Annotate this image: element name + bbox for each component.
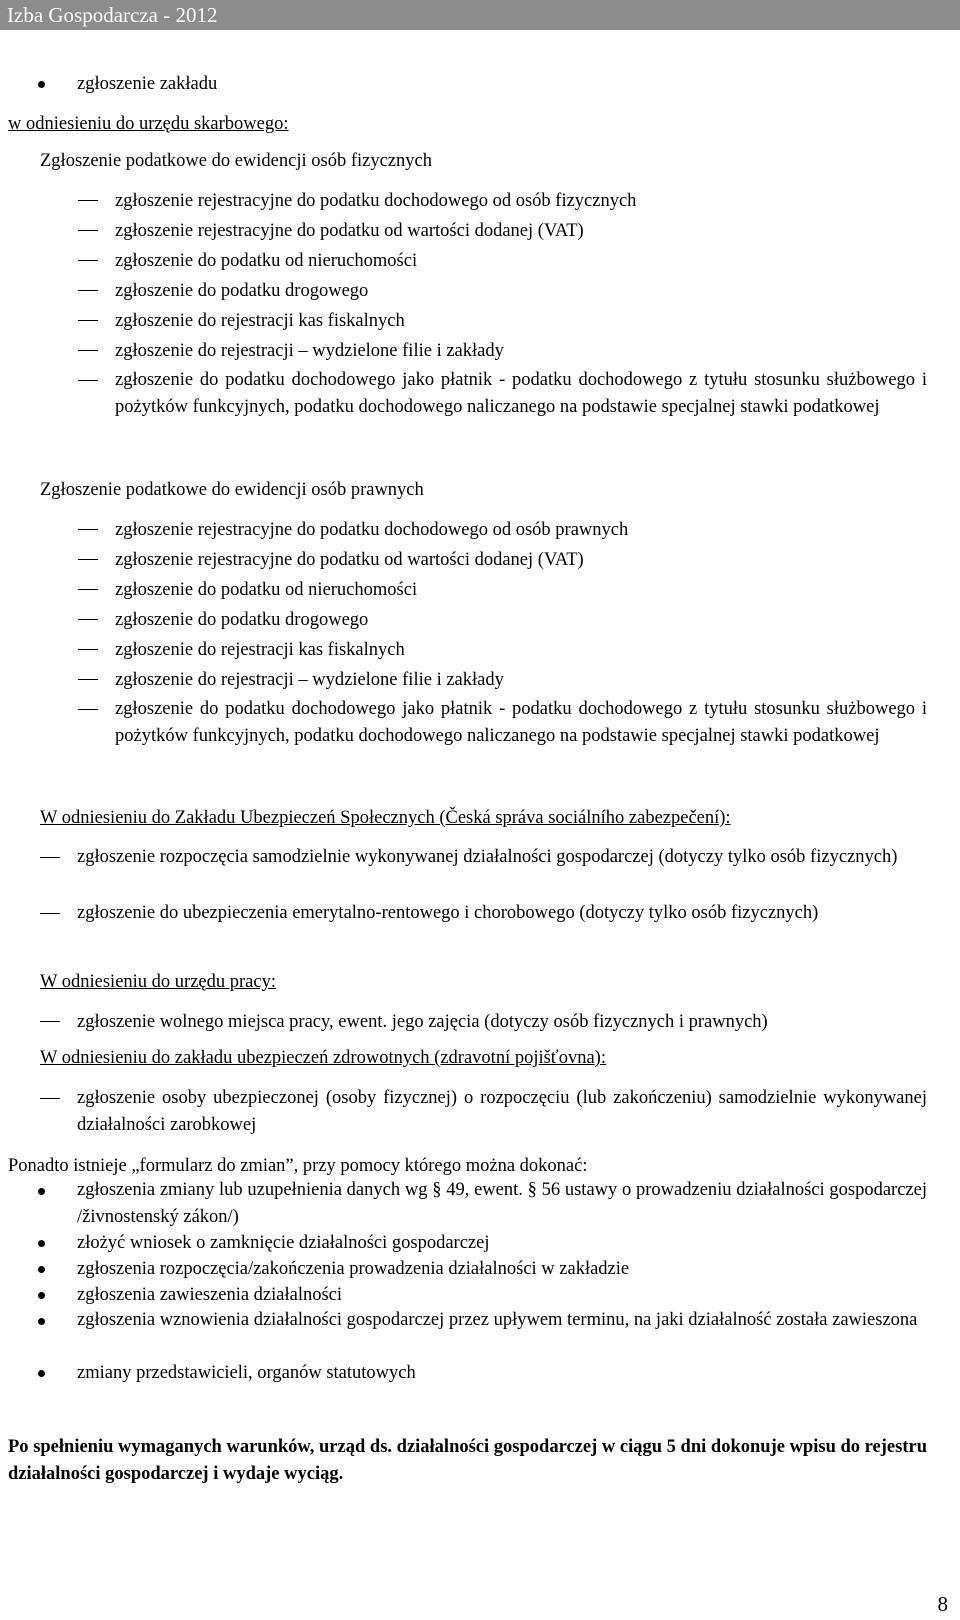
page-header	[0, 0, 960, 30]
list-item: zgłoszenie do podatku drogowego	[115, 281, 369, 301]
list-item: zgłoszenie rejestracyjne do podatku od wartości dodanej (VAT)	[115, 221, 584, 241]
list-item: zgłoszenie do rejestracji – wydzielone filie i zakłady	[115, 341, 504, 361]
dash-icon	[40, 1098, 60, 1099]
tax-office-heading: w odniesieniu do urzędu skarbowego:	[8, 114, 289, 134]
list-item: zgłoszenie do podatku dochodowego jako płatnik - podatku dochodowego z tytułu stosunku służbowego i pożytków funkcyjnych, podatku dochodowego naliczanego na podstawie specjalnej stawki podatkowej	[115, 370, 927, 417]
dash-icon	[40, 913, 60, 914]
dash-icon	[78, 260, 98, 261]
dash-icon	[78, 380, 98, 381]
list-item: zgłoszenia zmiany lub uzupełnienia danych wg § 49, ewent. § 56 ustawy o prowadzeniu działalności gospodarczej /živnostenský zákon/)	[77, 1180, 927, 1227]
list-item: zgłoszenie rejestracyjne do podatku od wartości dodanej (VAT)	[115, 550, 584, 570]
legal-persons-heading: Zgłoszenie podatkowe do ewidencji osób prawnych	[40, 480, 424, 500]
labour-office-heading: W odniesieniu do urzędu pracy:	[40, 972, 276, 992]
bullet-icon	[38, 81, 45, 88]
dash-icon	[78, 230, 98, 231]
dash-icon	[40, 1021, 60, 1022]
list-item: zgłoszenie rejestracyjne do podatku dochodowego od osób fizycznych	[115, 191, 637, 211]
bullet-icon	[38, 1266, 45, 1273]
list-item: zgłoszenie do podatku od nieruchomości	[115, 580, 418, 600]
list-item: zgłoszenie do podatku od nieruchomości	[115, 251, 418, 271]
dash-icon	[78, 320, 98, 321]
list-item: zgłoszenie do rejestracji kas fiskalnych	[115, 640, 405, 660]
list-item: zgłoszenie osoby ubezpieczonej (osoby fizycznej) o rozpoczęciu (lub zakończeniu) samodzielnie wykonywanej działalności zarobkowej	[77, 1088, 927, 1135]
dash-icon	[78, 200, 98, 201]
bullet-icon	[38, 1318, 45, 1325]
dash-icon	[78, 559, 98, 560]
page-number: 8	[937, 1592, 948, 1616]
bullet-icon	[38, 1292, 45, 1299]
top-bullet-text: zgłoszenie zakładu	[77, 74, 218, 94]
dash-icon	[40, 857, 60, 858]
dash-icon	[78, 589, 98, 590]
list-item: zgłoszenia zawieszenia działalności	[77, 1285, 343, 1305]
list-item: zgłoszenie rozpoczęcia samodzielnie wykonywanej działalności gospodarczej (dotyczy tylko osób fizycznych)	[77, 847, 898, 867]
bullet-icon	[38, 1188, 45, 1195]
list-item: zgłoszenie do podatku drogowego	[115, 610, 369, 630]
dash-icon	[78, 619, 98, 620]
dash-icon	[78, 290, 98, 291]
list-item: zgłoszenie do rejestracji kas fiskalnych	[115, 311, 405, 331]
list-item: zmiany przedstawicieli, organów statutowych	[77, 1363, 416, 1383]
dash-icon	[78, 709, 98, 710]
list-item: zgłoszenie do ubezpieczenia emerytalno-rentowego i chorobowego (dotyczy tylko osób fizycznych)	[77, 903, 819, 923]
changes-intro: Ponadto istnieje „formularz do zmian”, przy pomocy którego można dokonać:	[8, 1156, 588, 1176]
list-item: zgłoszenie do podatku dochodowego jako płatnik - podatku dochodowego z tytułu stosunku służbowego i pożytków funkcyjnych, podatku dochodowego naliczanego na podstawie specjalnej stawki podatkowej	[115, 699, 927, 746]
conclusion-text: Po spełnieniu wymaganych warunków, urząd ds. działalności gospodarczej w ciągu 5 dni dokonuje wpisu do rejestru działalności gospodarczej i wydaje wyciąg.	[8, 1437, 927, 1484]
bullet-icon	[38, 1370, 45, 1377]
list-item: złożyć wniosek o zamknięcie działalności gospodarczej	[77, 1233, 490, 1253]
zus-heading: W odniesieniu do Zakładu Ubezpieczeń Społecznych (Česká správa sociálního zabezpečení):	[40, 808, 731, 828]
list-item: zgłoszenia wznowienia działalności gospodarczej przez upływem terminu, na jaki działalność została zawieszona	[77, 1310, 918, 1330]
list-item: zgłoszenie wolnego miejsca pracy, ewent. jego zajęcia (dotyczy osób fizycznych i prawnych)	[77, 1012, 768, 1032]
list-item: zgłoszenie do rejestracji – wydzielone filie i zakłady	[115, 670, 504, 690]
health-heading: W odniesieniu do zakładu ubezpieczeń zdrowotnych (zdravotní pojišťovna):	[40, 1048, 606, 1068]
header-title: Izba Gospodarcza - 2012	[7, 3, 218, 27]
list-item: zgłoszenie rejestracyjne do podatku dochodowego od osób prawnych	[115, 520, 629, 540]
list-item: zgłoszenia rozpoczęcia/zakończenia prowadzenia działalności w zakładzie	[77, 1259, 630, 1279]
natural-persons-heading: Zgłoszenie podatkowe do ewidencji osób fizycznych	[40, 151, 432, 171]
dash-icon	[78, 649, 98, 650]
dash-icon	[78, 679, 98, 680]
bullet-icon	[38, 1240, 45, 1247]
dash-icon	[78, 350, 98, 351]
dash-icon	[78, 529, 98, 530]
